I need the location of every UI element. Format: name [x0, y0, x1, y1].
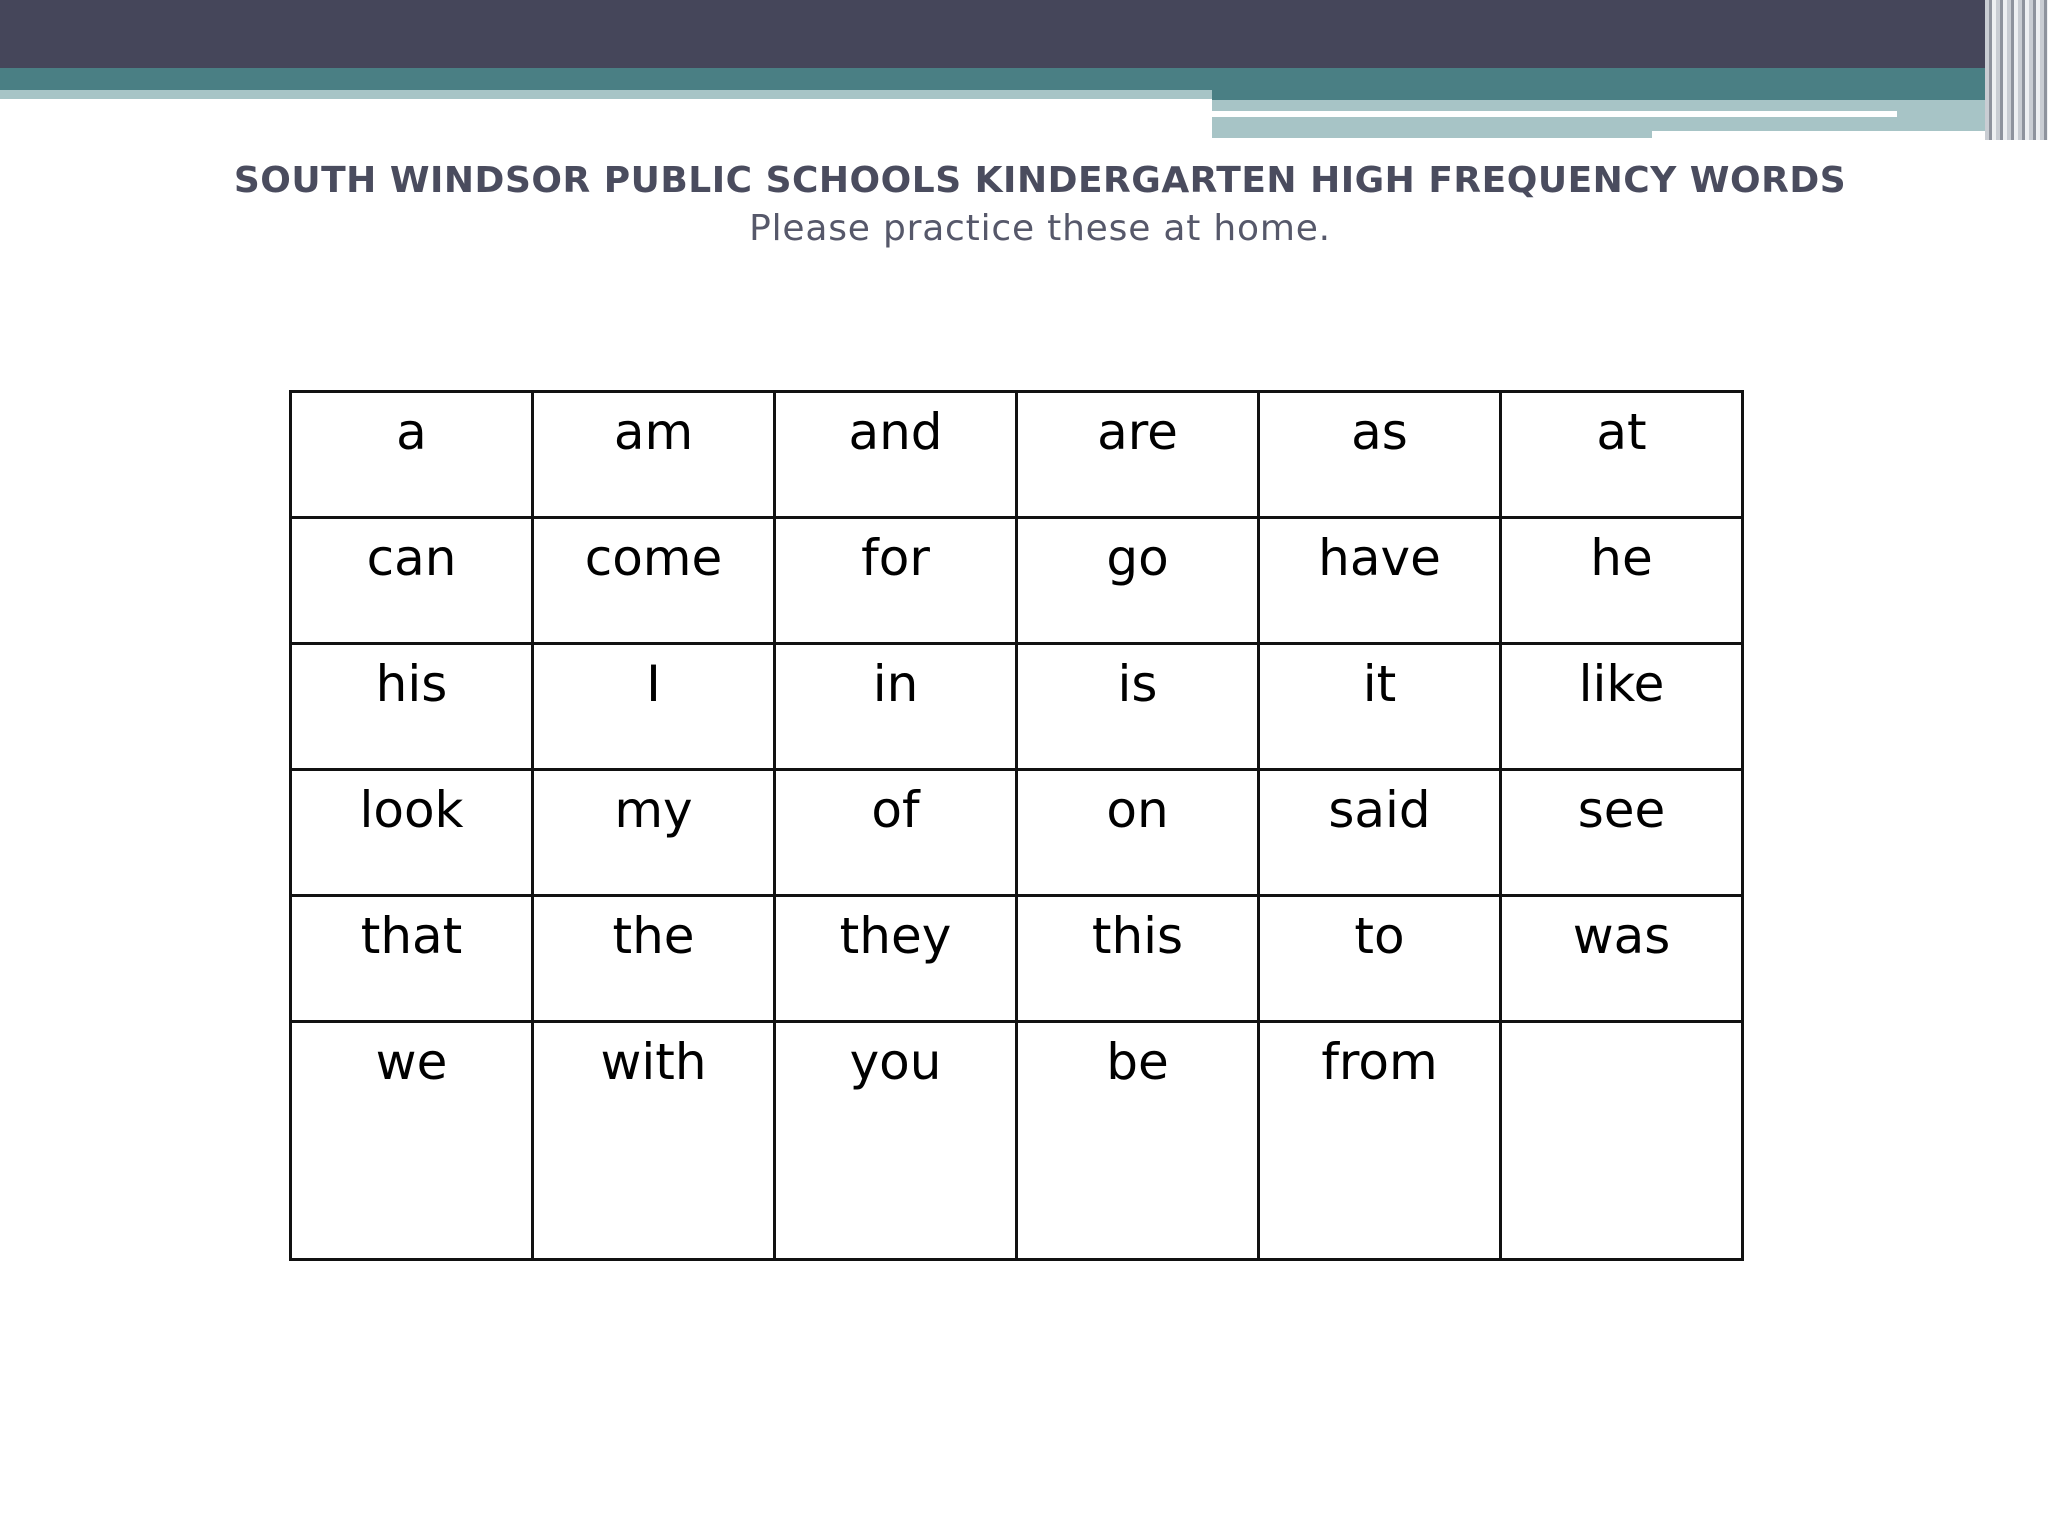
- table-row: [291, 770, 1743, 896]
- word-cell: with: [533, 1022, 775, 1260]
- word-cell: they: [775, 896, 1017, 1022]
- table-row: [291, 518, 1743, 644]
- slide-title: SOUTH WINDSOR PUBLIC SCHOOLS KINDERGARTEN HIGH FREQUENCY WORDS: [233, 160, 1847, 201]
- word-cell: have: [1259, 518, 1501, 644]
- word-cell: is: [1017, 644, 1259, 770]
- high-frequency-words-table: [289, 390, 1744, 1261]
- word-cell: in: [775, 644, 1017, 770]
- table-row: [291, 896, 1743, 1022]
- word-cell: of: [775, 770, 1017, 896]
- header-teal-band: [0, 68, 2048, 90]
- table-row: [291, 1022, 1743, 1260]
- table-row: [291, 392, 1743, 518]
- header-white-notch: [1652, 131, 2012, 138]
- word-cell: said: [1259, 770, 1501, 896]
- word-cell: see: [1501, 770, 1743, 896]
- word-cell: come: [533, 518, 775, 644]
- word-cell: you: [775, 1022, 1017, 1260]
- word-cell: my: [533, 770, 775, 896]
- word-cell: this: [1017, 896, 1259, 1022]
- header-white-line: [1212, 111, 1897, 117]
- empty-cell: [1501, 1022, 1743, 1260]
- word-cell: go: [1017, 518, 1259, 644]
- word-cell: are: [1017, 392, 1259, 518]
- word-cell: was: [1501, 896, 1743, 1022]
- word-cell: he: [1501, 518, 1743, 644]
- word-cell: as: [1259, 392, 1501, 518]
- header-corner-stripes: [1985, 0, 2048, 140]
- word-cell: his: [291, 644, 533, 770]
- word-cell: to: [1259, 896, 1501, 1022]
- word-cell: and: [775, 392, 1017, 518]
- header-dark-band: [0, 0, 2048, 68]
- word-cell: that: [291, 896, 533, 1022]
- slide-subtitle: Please practice these at home.: [749, 208, 1331, 249]
- word-cell: a: [291, 392, 533, 518]
- table-row: [291, 644, 1743, 770]
- word-cell: the: [533, 896, 775, 1022]
- word-cell: for: [775, 518, 1017, 644]
- word-cell: be: [1017, 1022, 1259, 1260]
- word-cell: it: [1259, 644, 1501, 770]
- word-cell: at: [1501, 392, 1743, 518]
- word-cell: can: [291, 518, 533, 644]
- header-teal-band-right: [1212, 90, 2012, 100]
- word-cell: I: [533, 644, 775, 770]
- word-cell: we: [291, 1022, 533, 1260]
- word-cell: on: [1017, 770, 1259, 896]
- word-cell: like: [1501, 644, 1743, 770]
- header-light-band-left: [0, 90, 1212, 99]
- word-cell: from: [1259, 1022, 1501, 1260]
- word-cell: look: [291, 770, 533, 896]
- word-cell: am: [533, 392, 775, 518]
